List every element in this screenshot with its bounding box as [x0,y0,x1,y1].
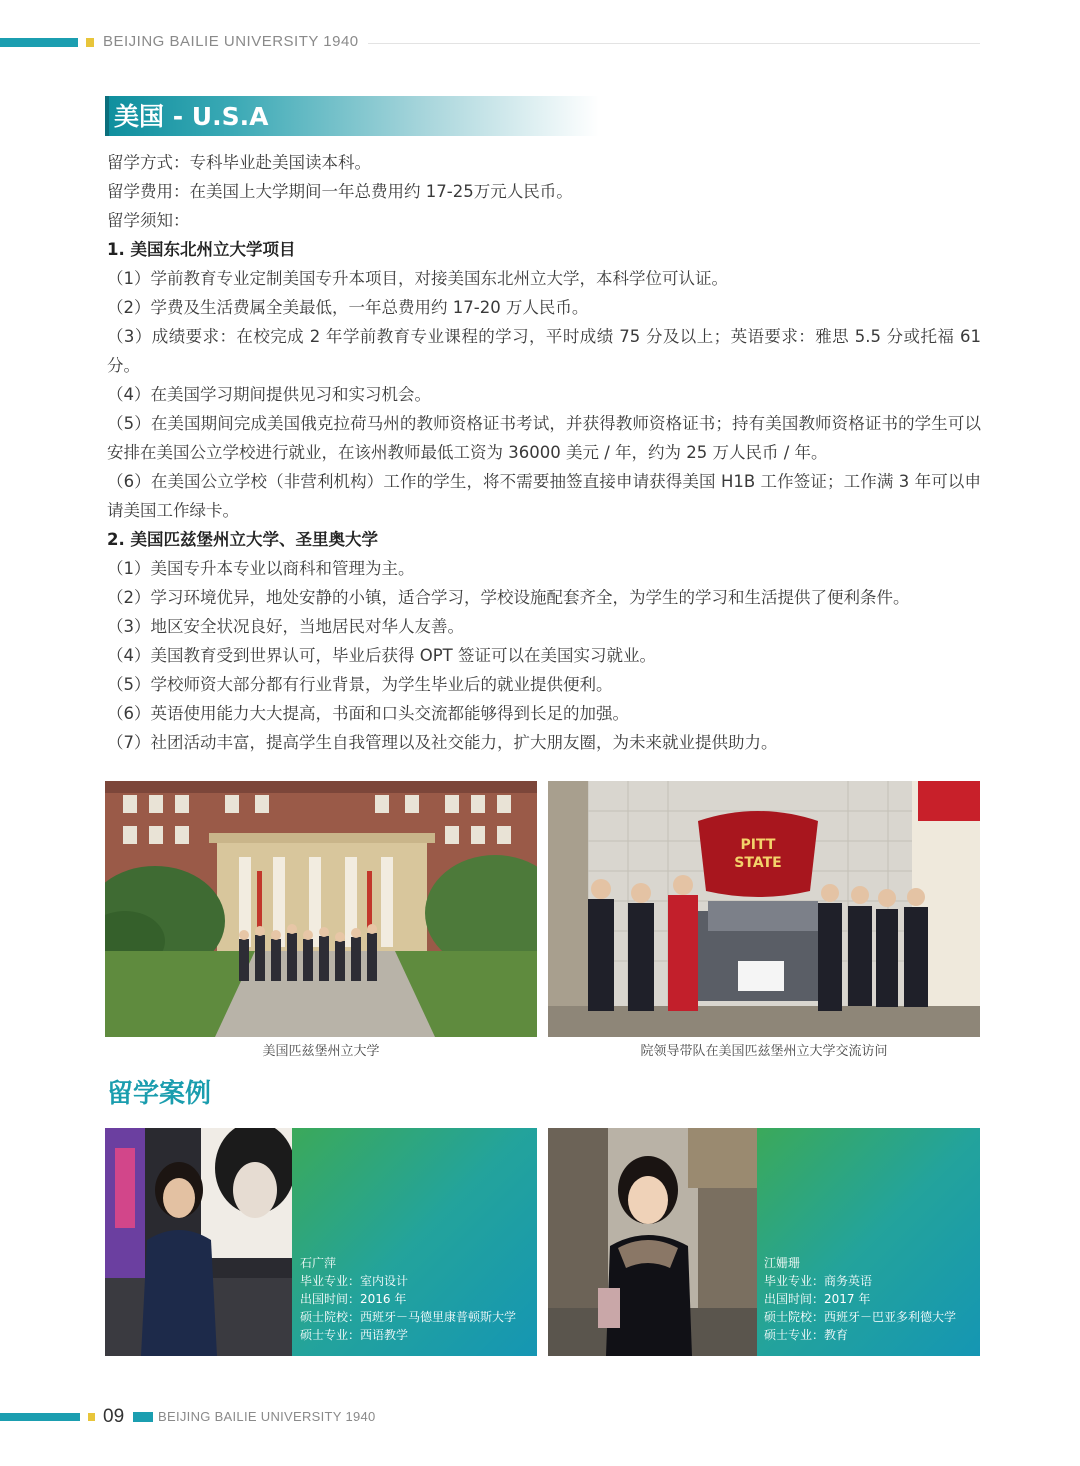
project-item: （3）地区安全状况良好，当地居民对华人友善。 [107,617,464,636]
case-2-name: 江姗珊 [764,1256,801,1270]
section-title-banner [105,96,599,136]
project-item: （4）在美国学习期间提供见习和实习机会。 [107,385,431,404]
article-body [107,148,981,757]
case-1-school: 硕士院校：西班牙－马德里康普顿斯大学 [300,1310,517,1324]
project-item: （5）在美国期间完成美国俄克拉荷马州的教师资格证书考试，并获得教师资格证书；持有美国教师资格证书的学生可以安排在美国公立学校进行就业，在该州教师最低工资为 36000 美元 / 年，约为 25 万人民币 / 年。 [107,414,981,462]
campus-photo-caption: 美国匹兹堡州立大学 [262,1044,380,1059]
project-item: （6）英语使用能力大大提高，书面和口头交流都能够得到长足的加强。 [107,704,629,723]
case-2-info-panel [757,1128,980,1356]
visit-photo [548,781,980,1037]
case-2-year: 出国时间：2017 年 [764,1292,871,1306]
case-card-2 [548,1128,980,1356]
campus-photo-image [105,781,537,1037]
footer-accent-bar [0,1413,80,1421]
campus-photo [105,781,537,1037]
case-2-major: 毕业专业：商务英语 [764,1274,873,1288]
project-item: （4）美国教育受到世界认可，毕业后获得 OPT 签证可以在美国实习就业。 [107,646,657,665]
case-2-school: 硕士院校：西班牙－巴亚多利德大学 [764,1310,957,1324]
project-item: （3）成绩要求：在校完成 2 年学前教育专业课程的学习，平时成绩 75 分及以上；英语要求：雅思 5.5 分或托福 61 分。 [107,327,981,375]
case-card-1 [105,1128,537,1356]
case-1-year: 出国时间：2016 年 [300,1292,407,1306]
case-2-master-major: 硕士专业：教育 [764,1328,849,1342]
project-item: （6）在美国公立学校（非营利机构）工作的学生，将不需要抽签直接申请获得美国 H1B 工作签证；工作满 3 年可以申请美国工作绿卡。 [107,472,981,520]
case-1-name: 石广萍 [300,1256,337,1270]
case-1-info [300,1254,516,1344]
page-number: 09 [103,1406,125,1427]
intro-method: 留学方式：专科毕业赴美国读本科。 [107,153,371,172]
case-2-info [764,1254,956,1344]
intro-cost: 留学费用：在美国上大学期间一年总费用约 17-25万元人民币。 [107,182,573,201]
visit-photo-caption: 院领导带队在美国匹兹堡州立大学交流访问 [640,1044,888,1059]
project-heading: 1. 美国东北州立大学项目 [107,240,296,259]
project-item: （1）美国专升本专业以商科和管理为主。 [107,559,415,578]
footer-accent-square [88,1413,95,1421]
project-item: （2）学费及生活费属全美最低，一年总费用约 17-20 万人民币。 [107,298,589,317]
visit-photo-image [548,781,980,1037]
case-2-portrait [548,1128,758,1356]
case-1-portrait [105,1128,293,1356]
project-item: （7）社团活动丰富，提高学生自我管理以及社交能力，扩大朋友圈，为未来就业提供助力。 [107,733,778,752]
section-title: 美国 - U.S.A [114,102,269,131]
case-1-master-major: 硕士专业：西语教学 [300,1328,409,1342]
project-item: （2）学习环境优异，地处安静的小镇，适合学习，学校设施配套齐全，为学生的学习和生活提供了便利条件。 [107,588,910,607]
project-heading: 2. 美国匹兹堡州立大学、圣里奥大学 [107,530,378,549]
case-1-info-panel [292,1128,537,1356]
project-item: （1）学前教育专业定制美国专升本项目，对接美国东北州立大学，本科学位可认证。 [107,269,728,288]
intro-notice: 留学须知： [107,211,190,230]
footer-accent-bar-2 [133,1412,153,1422]
header-title: BEIJING BAILIE UNIVERSITY 1940 [103,33,359,50]
svg-text:PITT: PITT [740,837,776,853]
header-accent-bar [0,38,78,47]
cases-title: 留学案例 [107,1079,212,1109]
case-1-major: 毕业专业：室内设计 [300,1274,409,1288]
project-item: （5）学校师资大部分都有行业背景，为学生毕业后的就业提供便利。 [107,675,613,694]
svg-text:STATE: STATE [734,855,782,871]
header-divider [368,43,980,44]
header-accent-square [86,38,94,47]
footer-title: BEIJING BAILIE UNIVERSITY 1940 [158,1409,376,1424]
